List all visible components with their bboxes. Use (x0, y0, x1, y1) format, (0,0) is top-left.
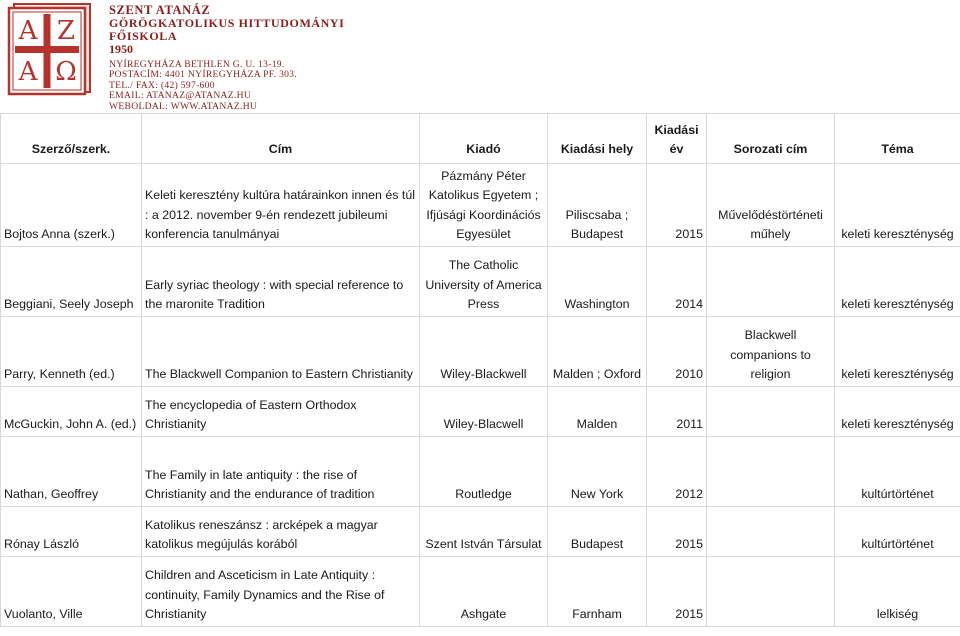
cell-place: Budapest (548, 507, 647, 557)
logo-letter: Ω (55, 57, 77, 87)
cell-publisher: The Catholic University of America Press (420, 247, 548, 317)
cell-author: Parry, Kenneth (ed.) (1, 317, 142, 387)
cell-series: Blackwell companions to religion (707, 317, 835, 387)
cell-year: 2015 (647, 507, 707, 557)
table-row (1, 557, 960, 627)
cell-series (707, 437, 835, 507)
cell-title: Early syriac theology : with special reference to the maronite Tradition (142, 247, 420, 317)
column-header-title: Cím (142, 114, 420, 164)
cell-place: Farnham (548, 557, 647, 627)
cell-author: Bojtos Anna (szerk.) (1, 164, 142, 247)
table-row (1, 507, 960, 557)
cell-year: 2010 (647, 317, 707, 387)
cell-title: The Family in late antiquity : the rise of Christianity and the endurance of tradition (142, 437, 420, 507)
cell-year: 2014 (647, 247, 707, 317)
cell-title: The Blackwell Companion to Eastern Christianity (142, 317, 420, 387)
cell-author: McGuckin, John A. (ed.) (1, 387, 142, 437)
institution-subtitle: GÖRÖGKATOLIKUS HITTUDOMÁNYI FŐISKOLA (109, 16, 345, 43)
column-header-year: Kiadási év (647, 114, 707, 164)
table-row (1, 247, 960, 317)
cell-series (707, 557, 835, 627)
cell-place: Piliscsaba ; Budapest (548, 164, 647, 247)
institution-founding-year: 1950 (109, 42, 133, 56)
institution-name: SZENT ATANÁZ (109, 3, 211, 17)
cell-publisher: Szent István Társulat (420, 507, 548, 557)
logo-letter: Α (18, 57, 38, 87)
cell-author: Beggiani, Seely Joseph (1, 247, 142, 317)
cell-place: Washington (548, 247, 647, 317)
column-header-topic: Téma (835, 114, 960, 164)
cell-title: The encyclopedia of Eastern Orthodox Christianity (142, 387, 420, 437)
cell-topic: keleti kereszténység (835, 247, 960, 317)
cell-place: Malden ; Oxford (548, 317, 647, 387)
cell-place: New York (548, 437, 647, 507)
cell-year: 2011 (647, 387, 707, 437)
cell-series: Művelődéstörténeti műhely (707, 164, 835, 247)
cell-author: Rónay László (1, 507, 142, 557)
cell-topic: keleti kereszténység (835, 164, 960, 247)
letterhead (6, 2, 406, 112)
logo-letter: Α (18, 16, 38, 46)
table-row (1, 387, 960, 437)
cell-publisher: Pázmány Péter Katolikus Egyetem ; Ifjúsági Koordinációs Egyesület (420, 164, 548, 247)
column-header-place: Kiadási hely (548, 114, 647, 164)
postal-address-line: POSTACÍM: 4401 NYÍREGYHÁZA PF. 303. (109, 69, 298, 81)
phone-line: TEL./ FAX: (42) 597-600 (109, 79, 215, 91)
cell-topic: kultúrtörténet (835, 507, 960, 557)
column-header-author: Szerző/szerk. (1, 114, 142, 164)
cell-series (707, 247, 835, 317)
table-row (1, 437, 960, 507)
institution-address-block (109, 4, 409, 112)
cell-author: Nathan, Geoffrey (1, 437, 142, 507)
cell-publisher: Ashgate (420, 557, 548, 627)
cell-place: Malden (548, 387, 647, 437)
column-header-series: Sorozati cím (707, 114, 835, 164)
cell-title: Children and Asceticism in Late Antiquity : continuity, Family Dynamics and the Rise of Christianity (142, 557, 420, 627)
cell-title: Katolikus reneszánsz : arcképek a magyar katolikus megújulás korából (142, 507, 420, 557)
cell-year: 2015 (647, 557, 707, 627)
table-header-row (1, 114, 960, 164)
institution-logo (6, 2, 95, 96)
cell-publisher: Wiley-Blackwell (420, 317, 548, 387)
column-header-publisher: Kiadó (420, 114, 548, 164)
website-line: WEBOLDAL: WWW.ATANAZ.HU (109, 100, 258, 112)
cell-publisher: Wiley-Blacwell (420, 387, 548, 437)
cell-publisher: Routledge (420, 437, 548, 507)
cell-topic: keleti kereszténység (835, 387, 960, 437)
cell-title: Keleti keresztény kultúra határainkon innen és túl : a 2012. november 9-én rendezett jubileumi konferencia tanulmányai (142, 164, 420, 247)
address-line: NYÍREGYHÁZA BETHLEN G. U. 13-19. (109, 59, 285, 70)
table-row (1, 164, 960, 247)
cell-topic: keleti kereszténység (835, 317, 960, 387)
cell-year: 2015 (647, 164, 707, 247)
logo-letter: Ζ (56, 16, 76, 46)
cell-author: Vuolanto, Ville (1, 557, 142, 627)
cell-topic: kultúrtörténet (835, 437, 960, 507)
table-row (1, 317, 960, 387)
cell-series (707, 507, 835, 557)
cell-year: 2012 (647, 437, 707, 507)
email-line: EMAIL: ATANAZ@ATANAZ.HU (109, 90, 252, 102)
book-list-table (0, 113, 960, 627)
cell-topic: lelkiség (835, 557, 960, 627)
cell-series (707, 387, 835, 437)
